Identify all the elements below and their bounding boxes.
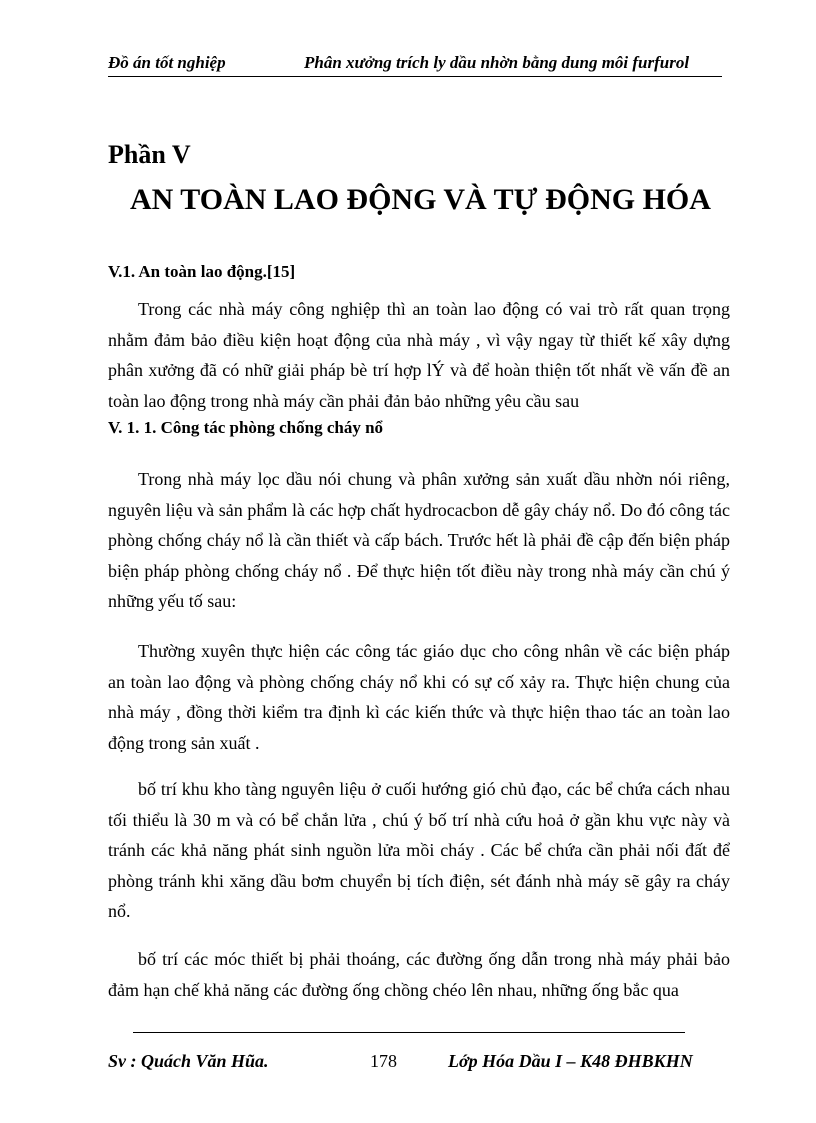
footer-class: Lớp Hóa Dầu I – K48 ĐHBKHN (448, 1051, 693, 1071)
page-header (108, 50, 728, 80)
part-label: Phần V (108, 140, 191, 169)
paragraph: Trong nhà máy lọc dầu nói chung và phân xưởng sản xuất dầu nhờn nói riêng, nguyên liệu và sản phẩm là các hợp chất hydrocacbon dễ gây cháy nổ. Do đó công tác phòng chống cháy nổ là cần thiết và cấp bách. Trước hết là phải đề cập đến biện pháp biện pháp phòng chống cháy nổ . Để thực hiện tốt điều này trong nhà máy cần chú ý những yếu tố sau: (108, 469, 730, 611)
section-v1-1-body-4 (108, 944, 730, 1005)
section-v1-1-body-3 (108, 774, 730, 927)
header-document-type: Đồ án tốt nghiệp (108, 53, 226, 72)
header-project-title: Phân xưởng trích ly dầu nhờn bằng dung môi furfurol (304, 53, 690, 72)
section-v1-1-body (108, 464, 730, 617)
section-v1-body (108, 294, 730, 416)
paragraph: bố trí khu kho tàng nguyên liệu ở cuối hướng gió chủ đạo, các bể chứa cách nhau tối thiểu là 30 m và có bể chắn lửa , chú ý bố trí nhà cứu hoả ở gần khu vực này và tránh các khả năng phát sinh nguồn lửa mồi cháy . Các bể chứa cần phải nối đất để phòng tránh khi xăng dầu bơm chuyển bị tích điện, sét đánh nhà máy sẽ gây ra cháy nổ. (108, 779, 730, 921)
section-heading-v1: V.1. An toàn lao động.[15] (108, 262, 296, 281)
paragraph: Thường xuyên thực hiện các công tác giáo dục cho công nhân về các biện pháp an toàn lao động và phòng chống cháy nổ khi có sự cố xảy ra. Thực hiện chung của nhà máy , đồng thời kiểm tra định kì các kiến thức và thực hiện thao tác an toàn lao động trong sản xuất . (108, 641, 730, 753)
footer-author: Sv : Quách Văn Hũa. (108, 1051, 269, 1071)
part-title: AN TOÀN LAO ĐỘNG VÀ TỰ ĐỘNG HÓA (130, 183, 711, 216)
section-v1-1-body-2 (108, 636, 730, 758)
header-rule (108, 76, 722, 77)
footer-page-number: 178 (370, 1051, 397, 1071)
section-heading-v1-1: V. 1. 1. Công tác phòng chống cháy nổ (108, 418, 384, 437)
footer-rule (133, 1032, 685, 1033)
paragraph: Trong các nhà máy công nghiệp thì an toàn lao động có vai trò rất quan trọng nhằm đảm bảo điều kiện hoạt động của nhà máy , vì vậy ngay từ thiết kế xây dựng phân xưởng đã có nhữ giải pháp bè trí hợp lÝ và để hoàn thiện tốt nhất về vấn đề an toàn lao động trong nhà máy cần phải đản bảo những yêu cầu sau (108, 299, 730, 411)
paragraph: bố trí các móc thiết bị phải thoáng, các đường ống dẫn trong nhà máy phải bảo đảm hạn chế khả năng các đường ống chồng chéo lên nhau, những ống bắc qua (108, 949, 730, 1000)
